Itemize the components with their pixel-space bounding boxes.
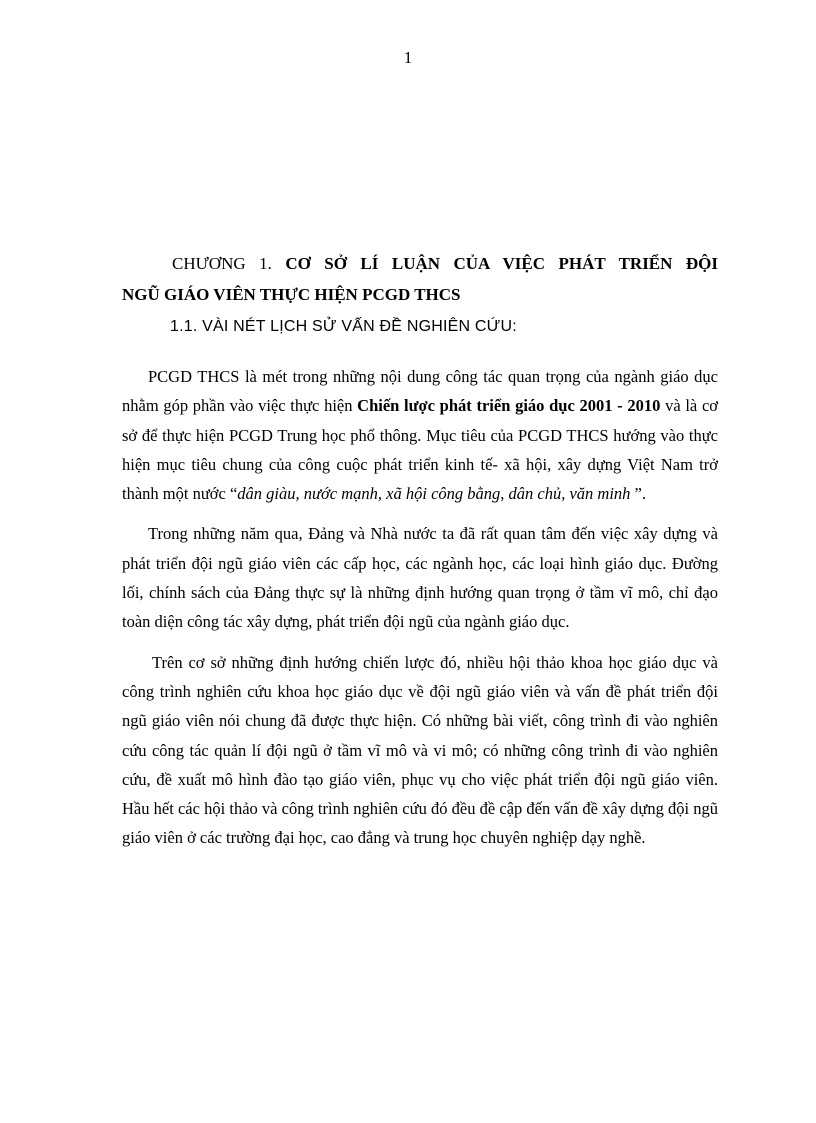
chapter-title-part-2: NGŨ GIÁO VIÊN THỰC HIỆN PCGD THCS bbox=[122, 285, 461, 304]
paragraph-3: Trên cơ sở những định hướng chiến lược đó, nhiều hội thảo khoa học giáo dục và công trình nghiên cứu khoa học giáo dục về đội ngũ giáo viên và vấn đề phát triển đội ngũ giáo viên nói chung đã được thực hiện. Có những bài viết, công trình đi vào nghiên cứu công tác quản lí đội ngũ ở tầm vĩ mô và vi mô; có những công trình đi vào nghiên cứu, đề xuất mô hình đào tạo giáo viên, phục vụ cho việc phát triển đội ngũ giáo viên. Hầu hết các hội thảo và công trình nghiên cứu đó đều đề cập đến vấn đề xây dựng đội ngũ giáo viên ở các trường đại học, cao đẳng và trung học chuyên nghiệp dạy nghề. bbox=[122, 652, 718, 848]
chapter-heading-line-2 bbox=[122, 279, 718, 310]
body-text bbox=[122, 362, 718, 864]
page-number: 1 bbox=[403, 48, 413, 67]
paragraph-2: Trong những năm qua, Đảng và Nhà nước ta đã rất quan tâm đến việc xây dựng và phát triển đội ngũ giáo viên các cấp học, các ngành học, các loại hình giáo dục. Đường lối, chính sách của Đảng thực sự là những định hướng quan trọng ở tầm vĩ mô, chỉ đạo toàn diện công tác xây dựng, phát triển đội ngũ của ngành giáo dục. bbox=[122, 524, 718, 632]
paragraph-1 bbox=[122, 362, 718, 508]
chapter-heading bbox=[122, 248, 718, 310]
paragraph-1-strategy-bold: Chiến lược phát triển giáo dục 2001 - 2010 bbox=[357, 396, 661, 416]
paragraph-1-text-c: ”. bbox=[630, 484, 646, 504]
chapter-title-part-1: CƠ SỞ LÍ LUẬN CỦA VIỆC PHÁT TRIỂN ĐỘI bbox=[285, 254, 719, 273]
chapter-heading-line-1 bbox=[122, 248, 718, 279]
paragraph-1-quote-italic: dân giàu, nước mạnh, xã hội công bằng, dân chủ, văn minh bbox=[237, 484, 631, 504]
paragraph-1-text-a: PCGD THCS là mét trong những nội dung công tác quan trọng của ngành giáo dục nhằm góp phần vào việc thực hiện bbox=[122, 367, 718, 416]
section-heading: 1.1. VÀI NÉT LỊCH SỬ VẤN ĐỀ NGHIÊN CỨU: bbox=[170, 318, 517, 335]
chapter-prefix: CHƯƠNG 1. bbox=[172, 254, 272, 273]
paragraph-1-text-b: và là cơ sở để thực hiện PCGD Trung học phổ thông. Mục tiêu của PCGD THCS hướng vào thực hiện mục tiêu chung của công cuộc phát triển kinh tế- xã hội, xây dựng Việt Nam trở thành một nước “ bbox=[122, 396, 718, 504]
